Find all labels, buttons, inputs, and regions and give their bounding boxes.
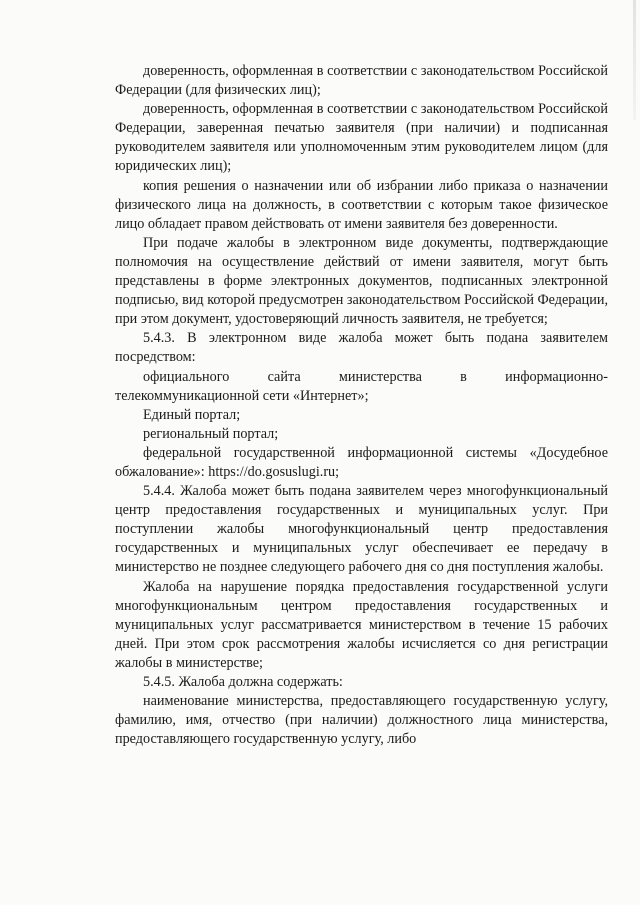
paragraph-7: Единый портал;: [143, 406, 241, 423]
paragraph-10: 5.4.4. Жалоба может быть подана заявителем через многофункциональный центр предоставления государственных и муниципальных услуг. При поступлении жалобы многофункциональный центр предоставления государственных и муниципальных услуг обеспечивает ее передачу в министерство не позднее следующего рабочего дня со дня поступления жалобы.: [115, 483, 608, 576]
paragraph-8: региональный портал;: [143, 425, 279, 442]
paragraph-11: Жалоба на нарушение порядка предоставления государственной услуги многофункциональным центром предоставления государственных и муниципальных услуг рассматривается министерством в течение 15 рабочих дней. При этом срок рассмотрения жалобы исчисляется со дня регистрации жалобы в министерстве;: [115, 578, 608, 671]
paragraph-5: 5.4.3. В электронном виде жалоба может быть подана заявителем посредством:: [115, 330, 608, 366]
paragraph-1: доверенность, оформленная в соответствии с законодательством Российской Федерации (для физических лиц);: [115, 63, 608, 99]
paragraph-4: При подаче жалобы в электронном виде документы, подтверждающие полномочия на осуществление действий от имени заявителя, могут быть представлены в форме электронных документов, подписанных электронной подписью, вид которой предусмотрен законодательством Российской Федерации, при этом документ, удостоверяющий личность заявителя, не требуется;: [115, 234, 609, 328]
paragraph-12: 5.4.5. Жалоба должна содержать:: [143, 674, 343, 690]
document-body: [115, 62, 608, 749]
paragraph-3: копия решения о назначении или об избрании либо приказа о назначении физического лица на должность, в соответствии с которым такое физическое лицо обладает правом действовать от имени заявителя без доверенности.: [115, 177, 608, 232]
scan-edge-mark: [633, 0, 636, 120]
paragraph-9: федеральной государственной информационной системы «Досудебное обжалование»: https://do.gosuslugi.ru;: [115, 444, 608, 480]
paragraph-2: доверенность, оформленная в соответствии с законодательством Российской Федерации, заверенная печатью заявителя (при наличии) и подписанная руководителем заявителя или уполномоченным этим руководителем лицом (для юридических лиц);: [115, 101, 608, 175]
paragraph-13: наименование министерства, предоставляющего государственную услугу, фамилию, имя, отчество (при наличии) должностного лица министерства, предоставляющего государственную услугу, либо: [115, 693, 608, 748]
paragraph-6: официального сайта министерства в информационно-телекоммуникационной сети «Интернет»;: [115, 368, 608, 404]
